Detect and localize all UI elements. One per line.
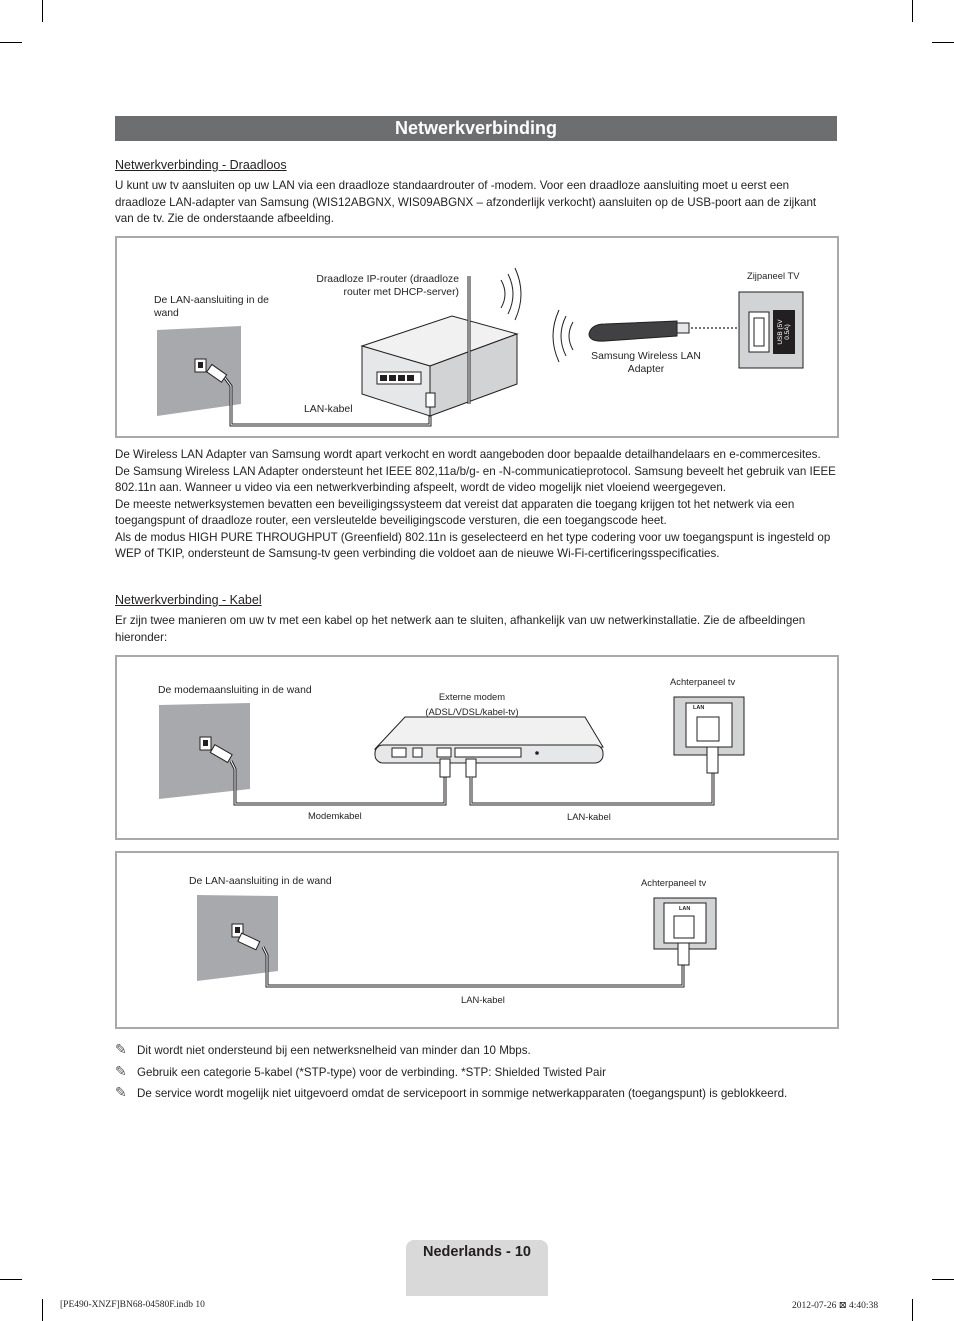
lan-cable-line xyxy=(471,773,713,804)
pencil-icon: ✎ xyxy=(115,1084,127,1100)
lan-cable-label: LAN-kabel xyxy=(304,404,353,415)
lan-cable-label: LAN-kabel xyxy=(461,994,505,1005)
crop-mark xyxy=(42,1299,43,1321)
lan-cable-line xyxy=(263,947,683,986)
note-item xyxy=(115,1064,606,1080)
adapter-label: Samsung Wireless LAN Adapter xyxy=(591,351,701,375)
wireless-heading: Netwerkverbinding - Draadloos xyxy=(115,158,287,172)
crop-mark xyxy=(42,0,43,22)
crop-mark xyxy=(0,1279,22,1280)
back-panel-label: Achterpaneel tv xyxy=(641,877,707,888)
page-title: Netwerkverbinding xyxy=(115,116,837,141)
cable-diagram-modem xyxy=(115,655,839,840)
crop-mark xyxy=(912,1299,913,1321)
pencil-icon: ✎ xyxy=(115,1041,127,1057)
modem-label: Externe modem (ADSL/VDSL/kabel-tv) xyxy=(425,691,519,717)
back-panel-label: Achterpaneel tv xyxy=(670,676,736,687)
info-paragraph: De meeste netwerksystemen bevatten een beveiligingssysteem dat vereist dat apparaten die toegang krijgen tot het netwerk via een toegangspunt of draadloze router, een versleutelde beveiligingscode versturen, die een toegangscode heet. xyxy=(115,497,795,527)
lan-port-label: LAN xyxy=(679,906,691,912)
info-paragraph: Als de modus HIGH PURE THROUGHPUT (Greenfield) 802.11n is geselecteerd en het type codering voor uw toegangspunt is ingesteld op WEP of TKIP, ondersteunt de Samsung-tv geen verbinding die voldoet aan de nieuwe Wi-Fi-certificeringsspecificaties. xyxy=(115,530,831,560)
crop-mark xyxy=(932,1279,954,1280)
usb-adapter-icon xyxy=(589,321,689,341)
crop-mark xyxy=(912,0,913,22)
crop-mark xyxy=(0,42,22,43)
note-text: Gebruik een categorie 5-kabel (*STP-type) voor de verbinding. *STP: Shielded Twisted Pair xyxy=(137,1066,606,1079)
crop-mark xyxy=(932,42,954,43)
rj45-plug-icon xyxy=(707,747,718,773)
wifi-wave-icon xyxy=(569,322,573,350)
page-number: Nederlands - 10 xyxy=(423,1244,531,1260)
wall-modem-label: De modemaansluiting in de wand xyxy=(158,685,312,696)
wall-socket-label: De LAN-aansluiting in de wand xyxy=(154,295,269,319)
modem-cable-line xyxy=(231,761,445,804)
wifi-wave-icon xyxy=(501,280,505,308)
page-number-tab xyxy=(406,1240,548,1296)
wall-lan-label: De LAN-aansluiting in de wand xyxy=(189,876,332,887)
pencil-icon: ✎ xyxy=(115,1063,127,1079)
wireless-info xyxy=(115,447,837,563)
print-info-left: [PE490-XNZF]BN68-04580F.indb 10 xyxy=(60,1300,205,1310)
print-info-right: 2012-07-26 ⊠ 4:40:38 xyxy=(792,1301,879,1311)
rj45-plug-icon xyxy=(678,943,689,965)
cable-heading: Netwerkverbinding - Kabel xyxy=(115,593,262,607)
external-modem-icon xyxy=(375,717,603,777)
modem-cable-label: Modemkabel xyxy=(308,810,362,821)
wireless-diagram-art xyxy=(117,238,837,436)
cable-diagram-wall xyxy=(115,851,839,1029)
wireless-intro: U kunt uw tv aansluiten op uw LAN via een draadloze standaardrouter of -modem. Voor een draadloze aansluiting moet u eerst een draadloze LAN-adapter van Samsung (WIS12ABGNX, WIS09ABGNX – afzonderlijk verkocht) aansluiten op de USB-poort aan de zijkant van de tv. Zie de onderstaande afbeelding. xyxy=(115,179,817,225)
lan-cable-label: LAN-kabel xyxy=(567,811,611,822)
side-panel-label: Zijpaneel TV xyxy=(747,270,800,281)
usb-port-label: USB (5V 0.5A) xyxy=(777,319,791,345)
wireless-diagram xyxy=(115,236,839,438)
cable-intro: Er zijn twee manieren om uw tv met een kabel op het netwerk aan te sluiten, afhankelijk van uw netwerkinstallatie. Zie de afbeeldingen hieronder: xyxy=(115,614,806,644)
lan-port-label: LAN xyxy=(693,705,705,711)
note-item xyxy=(115,1085,787,1101)
router-label: Draadloze IP-router (draadloze router met DHCP-server) xyxy=(316,274,459,298)
note-item xyxy=(115,1042,531,1058)
info-paragraph: De Wireless LAN Adapter van Samsung wordt apart verkocht en wordt aangeboden door bepaalde detailhandelaars en e-commercesites. De Samsung Wireless LAN Adapter ondersteunt het IEEE 802,11a/b/g- en -N-communicatieprotocol. Samsung beveelt het gebruik van IEEE 802.11n aan. Wanneer u video via een netwerkverbinding afspeelt, wordt de video mogelijk niet vloeiend weergegeven. xyxy=(115,448,836,494)
note-text: De service wordt mogelijk niet uitgevoerd omdat de servicepoort in sommige netwerkapparaten (toegangspunt) is geblokkeerd. xyxy=(137,1087,788,1100)
note-text: Dit wordt niet ondersteund bij een netwerksnelheid van minder dan 10 Mbps. xyxy=(137,1044,531,1057)
